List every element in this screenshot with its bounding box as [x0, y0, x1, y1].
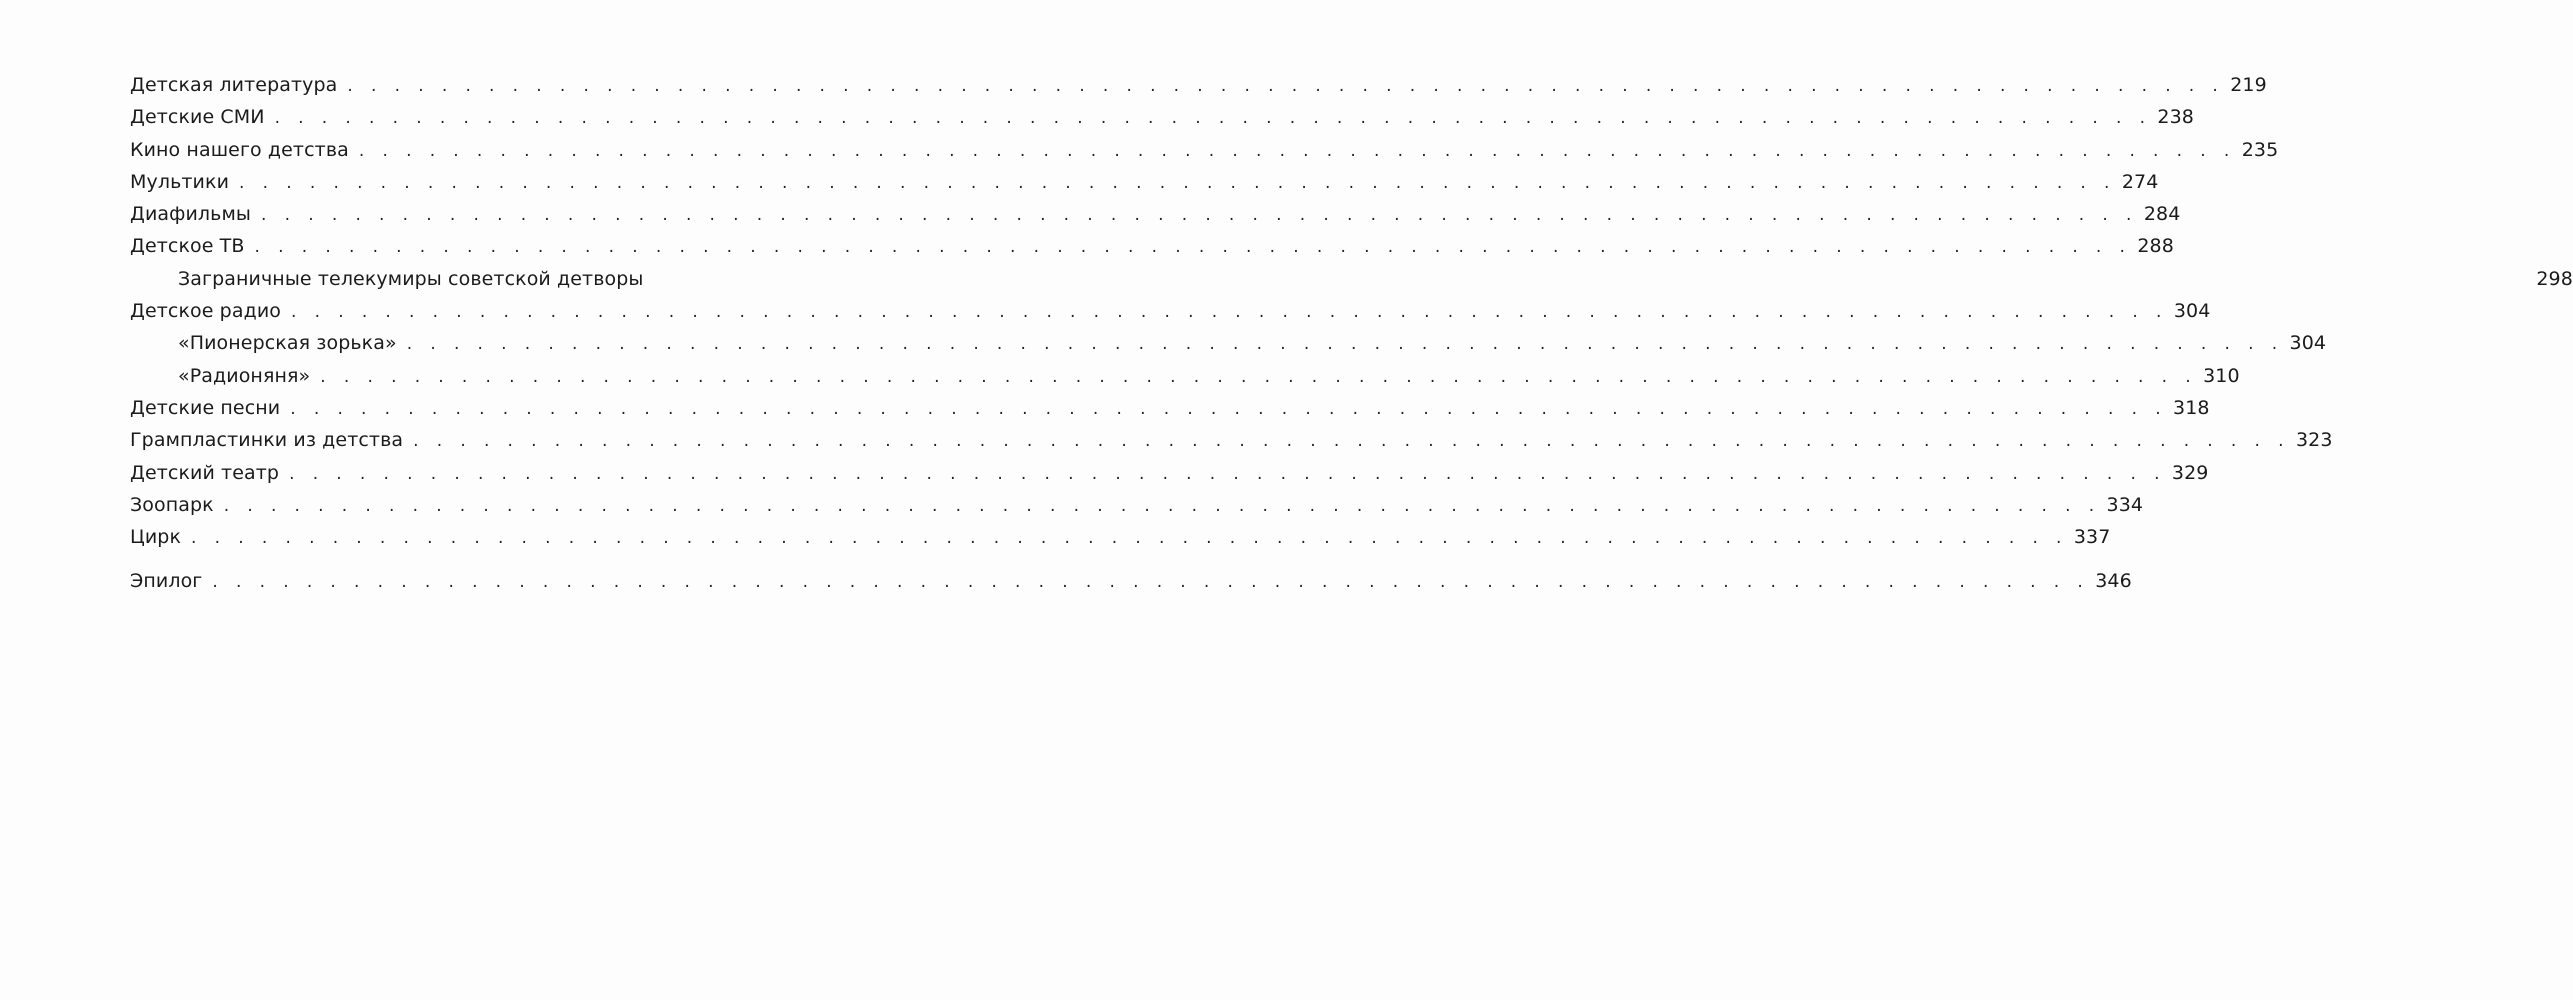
toc-entry-page-number: 298: [2536, 267, 2573, 290]
toc-entry-page-number: 304: [2173, 300, 2211, 323]
toc-entry-page-number: 288: [2137, 235, 2174, 258]
dot-leader: . . . . . . . . . . . . . . . . . . . . . . . . . . . . . . . . . . . . . . . . . . . . . . . . . . . . . . . . . . . . . . . . . . . . . . . . . . . . . . . .: [191, 528, 2068, 549]
toc-entry-page-number: 219: [2230, 74, 2267, 96]
toc-entry-title: Детские СМИ: [130, 106, 265, 129]
toc-entry-page-number: 238: [2157, 106, 2194, 129]
toc-entry-page-number: 318: [2173, 396, 2210, 419]
toc-entry: [130, 300, 2211, 332]
dot-leader: . . . . . . . . . . . . . . . . . . . . . . . . . . . . . . . . . . . . . . . . . . . . . . . . . . . . . . . . . . . . . . . . . . . . . . . . . . . . . . . .: [274, 108, 2152, 129]
toc-entry-title: Заграничные телекумиры советской детворы: [178, 267, 644, 290]
toc-entry-title: Детская литература: [130, 74, 338, 96]
dot-leader: . . . . . . . . . . . . . . . . . . . . . . . . . . . . . . . . . . . . . . . . . . . . . . . . . . . . . . . . . . . . . . . . . . . . . . . . . . . . . . . .: [290, 398, 2168, 419]
toc-entry: [130, 74, 2267, 106]
toc-entry-page-number: 346: [2095, 570, 2132, 593]
toc-entry: [130, 570, 2132, 602]
toc-entry-page-number: 235: [2241, 138, 2279, 161]
toc-entry-title: Детское радио: [130, 300, 281, 323]
toc-entry: [130, 170, 2159, 203]
dot-leader: . . . . . . . . . . . . . . . . . . . . . . . . . . . . . . . . . . . . . . . . . . . . . . . . . . . . . . . . . . . . . . . . . . . . . . . . . . . . . . . .: [289, 463, 2166, 484]
dot-leader: . . . . . . . . . . . . . . . . . . . . . . . . . . . . . . . . . . . . . . . . . . . . . . . . . . . . . . . . . . . . . . . . . . . . . . . . . . . . . . . .: [254, 237, 2132, 258]
toc-entry-page-number: 337: [2073, 526, 2111, 549]
toc-entry: [130, 429, 2333, 461]
toc-entry-title: Эпилог: [130, 570, 203, 593]
toc-entry-page-number: 310: [2203, 364, 2240, 387]
dot-leader: . . . . . . . . . . . . . . . . . . . . . . . . . . . . . . . . . . . . . . . . . . . . . . . . . . . . . . . . . . . . . . . . . . . . . . . . . . . . . . . .: [406, 334, 2284, 355]
toc-entry-title: Детское ТВ: [130, 235, 245, 258]
toc-entry: [130, 396, 2210, 429]
toc-entry: [130, 138, 2279, 171]
table-of-contents: [130, 74, 2573, 603]
dot-leader: . . . . . . . . . . . . . . . . . . . . . . . . . . . . . . . . . . . . . . . . . . . . . . . . . . . . . . . . . . . . . . . . . . . . . . . . . . . . . . . .: [347, 76, 2225, 96]
toc-entry-title: Диафильмы: [130, 203, 252, 226]
dot-leader: . . . . . . . . . . . . . . . . . . . . . . . . . . . . . . . . . . . . . . . . . . . . . . . . . . . . . . . . . . . . . . . . . . . . . . . . . . . . . . . .: [223, 495, 2101, 516]
toc-entry-page-number: 323: [2295, 429, 2333, 452]
toc-entry-title: Детские песни: [130, 396, 281, 419]
toc-entry-title: Кино нашего детства: [130, 138, 349, 161]
toc-entry: [130, 235, 2174, 267]
toc-entry: [130, 106, 2194, 138]
toc-entry: [130, 332, 2327, 364]
toc-entry-title: Мультики: [130, 170, 230, 193]
toc-entry-title: Цирк: [130, 526, 182, 549]
toc-entry-page-number: 334: [2106, 493, 2144, 516]
dot-leader: . . . . . . . . . . . . . . . . . . . . . . . . . . . . . . . . . . . . . . . . . . . . . . . . . . . . . . . . . . . . . . . . . . . . . . . . . . . . . . . .: [239, 172, 2116, 193]
toc-entry: [130, 203, 2181, 235]
toc-entry: [130, 526, 2111, 558]
toc-entry: [130, 461, 2209, 494]
toc-entry: [130, 267, 2573, 300]
toc-entry-title: «Радионяня»: [178, 364, 311, 387]
dot-leader: . . . . . . . . . . . . . . . . . . . . . . . . . . . . . . . . . . . . . . . . . . . . . . . . . . . . . . . . . . . . . . . . . . . . . . . . . . . . . . . .: [320, 366, 2198, 387]
toc-entry: [130, 364, 2240, 397]
toc-entry-title: Зоопарк: [130, 493, 214, 516]
dot-leader: . . . . . . . . . . . . . . . . . . . . . . . . . . . . . . . . . . . . . . . . . . . . . . . . . . . . . . . . . . . . . . . . . . . . . . . . . . . . . . . .: [261, 205, 2138, 226]
dot-leader: . . . . . . . . . . . . . . . . . . . . . . . . . . . . . . . . . . . . . . . . . . . . . . . . . . . . . . . . . . . . . . . . . . . . . . . . . . . . . . . .: [413, 431, 2290, 452]
toc-entry-title: Детский театр: [130, 461, 280, 484]
dot-leader: . . . . . . . . . . . . . . . . . . . . . . . . . . . . . . . . . . . . . . . . . . . . . . . . . . . . . . . . . . . . . . . . . . . . . . . . . . . . . . . .: [358, 140, 2236, 161]
toc-entry-title: «Пионерская зорька»: [178, 332, 397, 355]
toc-entry-page-number: 329: [2171, 461, 2209, 484]
toc-entry-page-number: 304: [2289, 332, 2327, 355]
toc-entry-title: Грампластинки из детства: [130, 429, 404, 452]
toc-entry: [130, 493, 2144, 526]
dot-leader: . . . . . . . . . . . . . . . . . . . . . . . . . . . . . . . . . . . . . . . . . . . . . . . . . . . . . . . . . . . . . . . . . . . . . . . . . . . . . . . .: [291, 302, 2168, 323]
dot-leader: . . . . . . . . . . . . . . . . . . . . . . . . . . . . . . . . . . . . . . . . . . . . . . . . . . . . . . . . . . . . . . . . . . . . . . . . . . . . . . . .: [212, 572, 2090, 593]
toc-entry-page-number: 274: [2121, 170, 2159, 193]
toc-entry-page-number: 284: [2143, 203, 2181, 226]
